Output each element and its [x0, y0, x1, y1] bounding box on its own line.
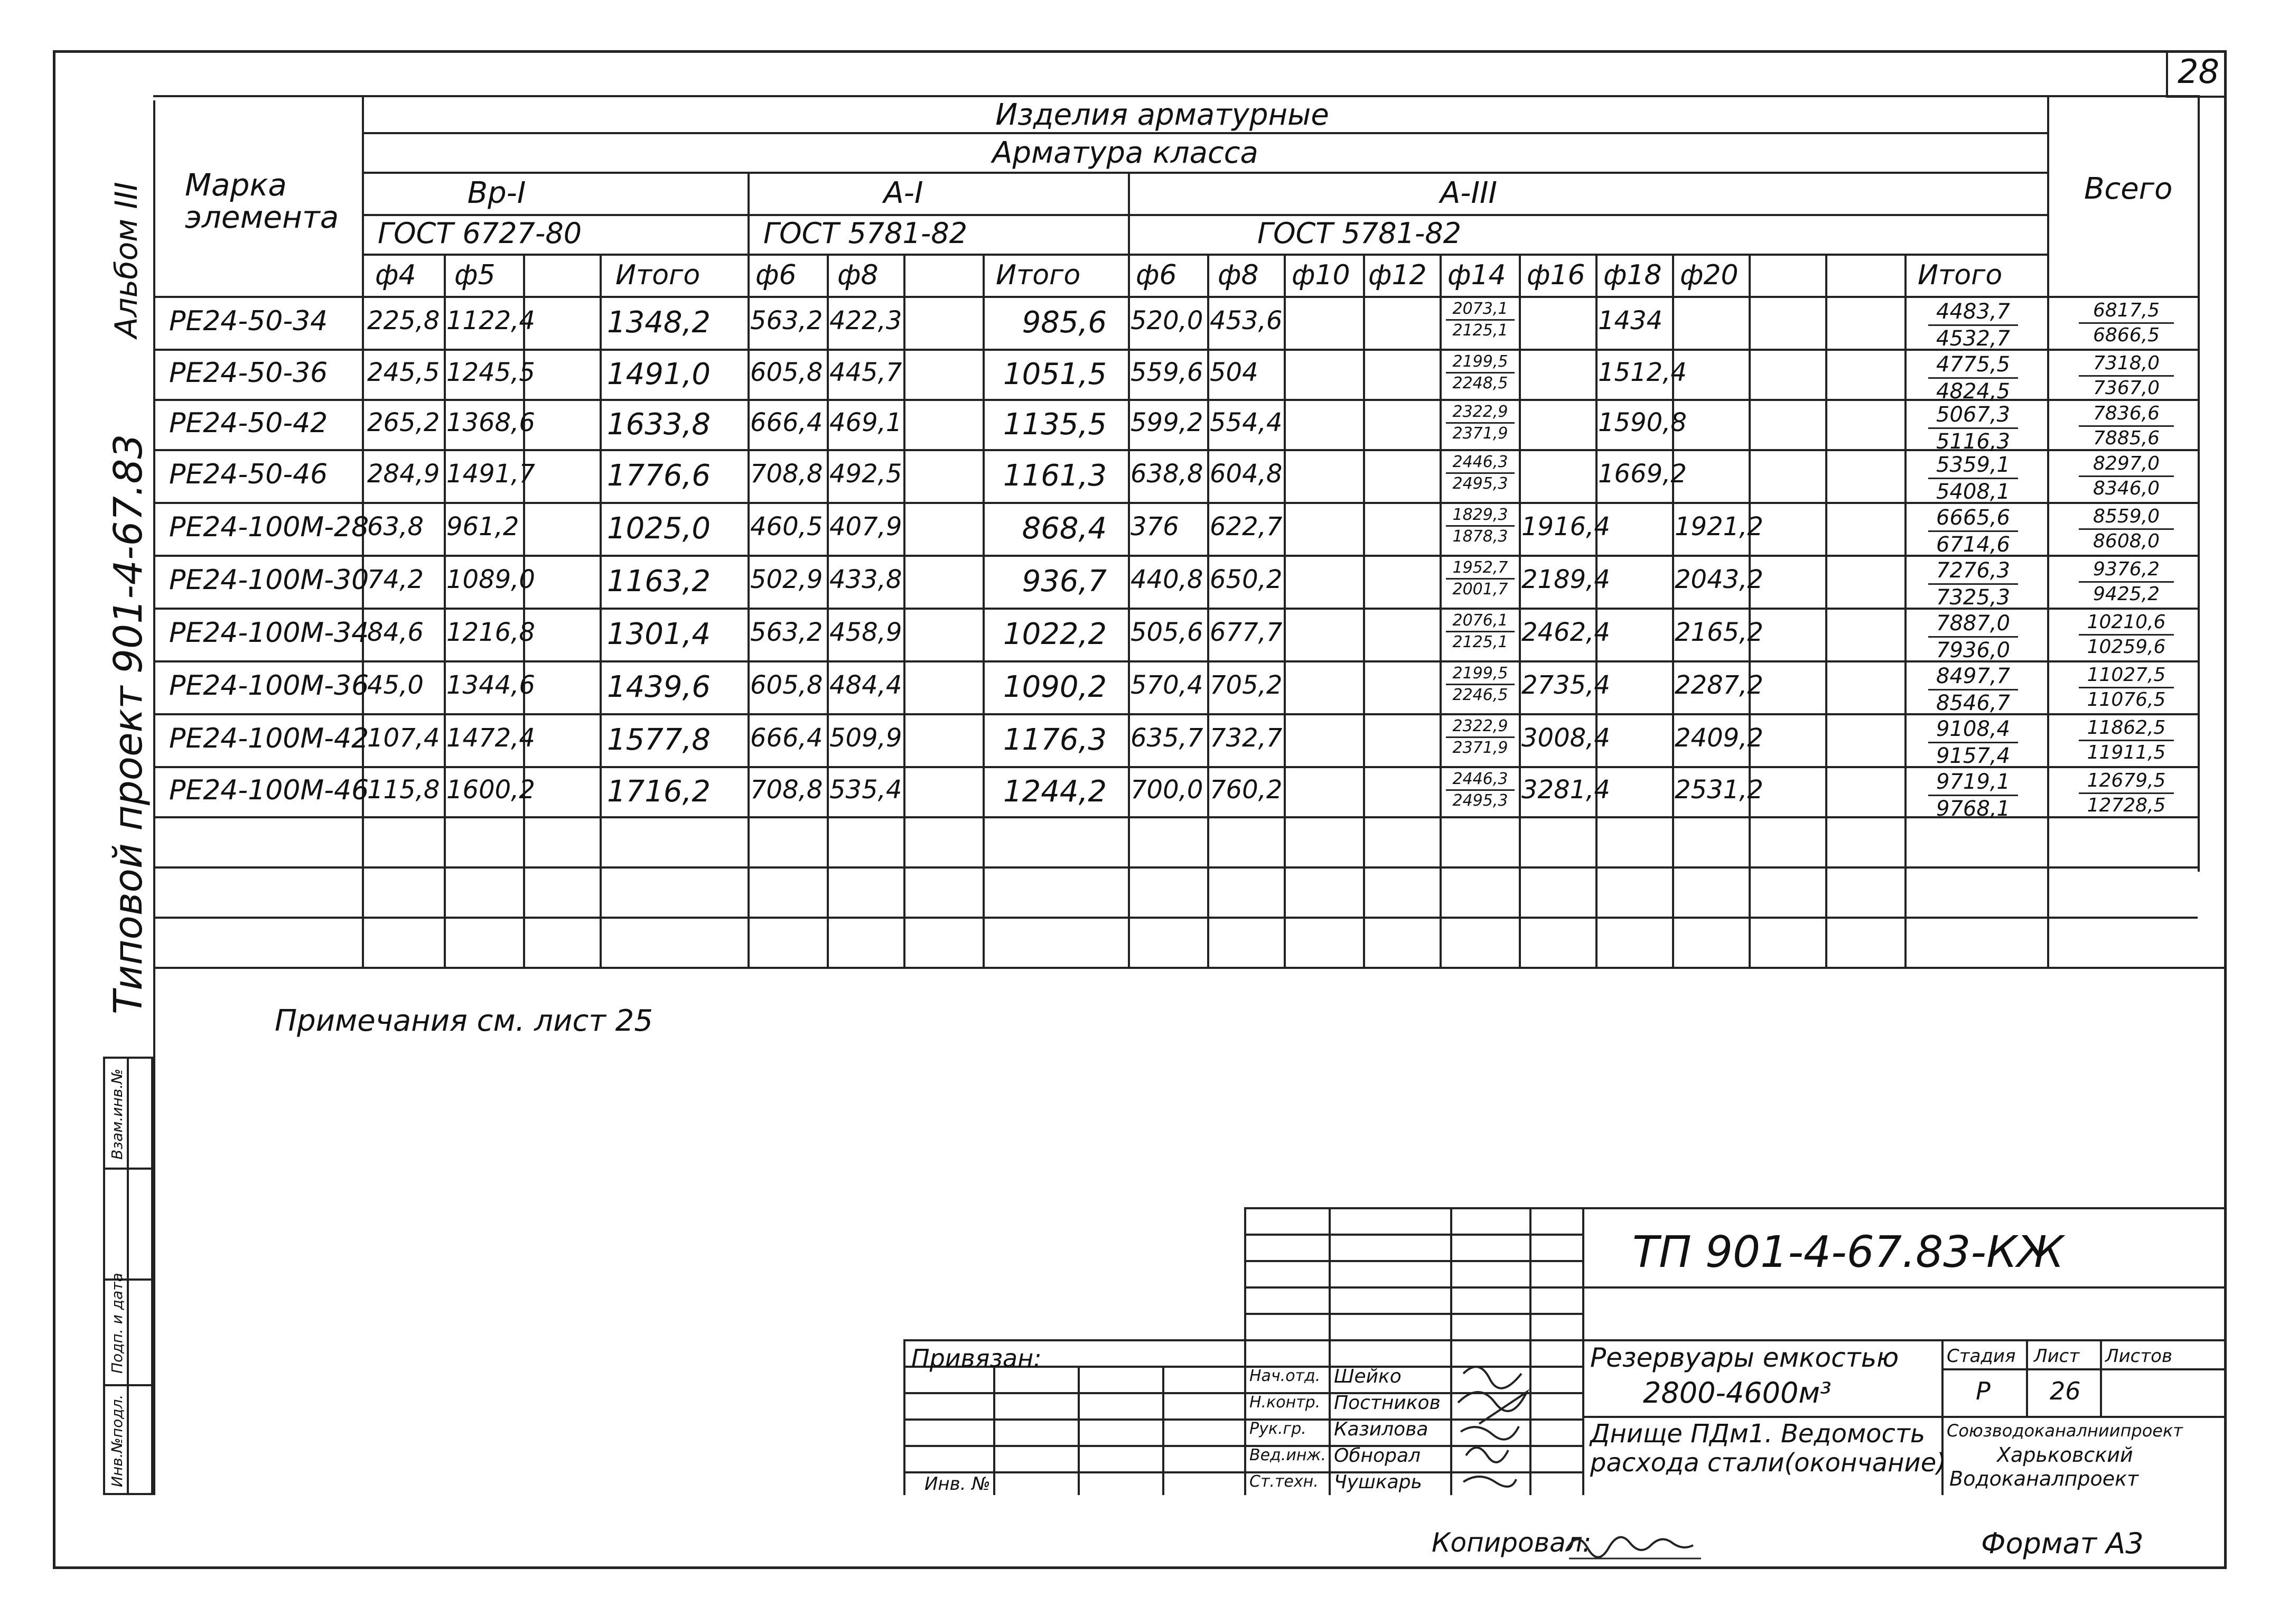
- cell-a1-8: 484,4: [829, 670, 902, 700]
- project-label: Типовой проект 901-4-67.83: [106, 434, 151, 1014]
- col-a1-6: ф6: [755, 259, 797, 291]
- side-stamp-cell-3: Взам.инв.№: [108, 1068, 126, 1160]
- cell-a1-8: 458,9: [829, 618, 902, 647]
- row-mark: РЕ24-50-46: [169, 459, 328, 490]
- cell-a1-total: 868,4: [1022, 511, 1107, 546]
- cell-vr-total: 1025,0: [607, 511, 711, 546]
- cell-a1-total: 1022,2: [1003, 617, 1107, 651]
- cell-vr5: 1245,5: [446, 357, 535, 387]
- cell-a3-20: 2165,2: [1675, 618, 1763, 647]
- cell-a3-20: 2409,2: [1675, 723, 1763, 753]
- drawing-code: ТП 901-4-67.83-КЖ: [1632, 1227, 2064, 1277]
- object-line-1: Резервуары емкостью: [1590, 1342, 1899, 1373]
- cell-a3-total: 4775,5 4824,5: [1928, 354, 2018, 402]
- gost-a1: ГОСТ 5781-82: [763, 217, 968, 250]
- row-mark: РЕ24-100М-28: [169, 511, 369, 543]
- inv-label: Инв. №: [924, 1473, 991, 1495]
- stage-value: Р: [1976, 1377, 1991, 1405]
- row-mark: РЕ24-100М-42: [169, 723, 369, 754]
- row-mark: РЕ24-100М-36: [169, 670, 369, 702]
- cell-a3-14: 1952,7 2001,7: [1446, 560, 1515, 598]
- cell-a1-total: 936,7: [1022, 564, 1107, 599]
- row-mark: РЕ24-100М-30: [169, 564, 369, 596]
- cell-a1-6: 605,8: [750, 357, 823, 387]
- privyazan-label: Привязан:: [911, 1344, 1042, 1373]
- cell-total: 8559,0 8608,0: [2079, 507, 2174, 551]
- note: Примечания см. лист 25: [275, 1004, 653, 1038]
- cell-vr4: 84,6: [367, 618, 424, 647]
- cell-vr4: 265,2: [367, 407, 440, 437]
- cell-a3-6: 559,6: [1131, 357, 1203, 387]
- cell-a1-6: 666,4: [750, 407, 823, 437]
- cell-a3-8: 554,4: [1210, 407, 1283, 437]
- format-label: Формат А3: [1981, 1527, 2144, 1560]
- cell-vr5: 1089,0: [446, 565, 535, 594]
- col-vr-total: Итого: [615, 259, 700, 291]
- cell-vr5: 1122,4: [446, 306, 535, 335]
- cell-total: 7836,6 7885,6: [2079, 404, 2174, 448]
- cell-total: 10210,6 10259,6: [2079, 613, 2174, 657]
- col-a3-8: ф8: [1218, 259, 1259, 291]
- cell-a3-20: 2043,2: [1675, 565, 1763, 594]
- cell-a3-14: 1829,3 1878,3: [1446, 507, 1515, 545]
- cell-a1-total: 1244,2: [1003, 774, 1107, 809]
- cell-vr4: 225,8: [367, 306, 440, 335]
- cell-a3-8: 677,7: [1210, 618, 1283, 647]
- cell-a3-14: 2322,9 2371,9: [1446, 404, 1515, 442]
- sheet-title-line-2: расхода стали(окончание): [1590, 1448, 1946, 1478]
- cell-a3-8: 650,2: [1210, 565, 1283, 594]
- cell-a3-18: 1434: [1598, 306, 1663, 335]
- cell-a1-6: 502,9: [750, 565, 823, 594]
- cell-a3-14: 2073,1 2125,1: [1446, 301, 1515, 339]
- cell-total: 12679,5 12728,5: [2079, 771, 2174, 815]
- group-header: Изделия арматурные: [995, 98, 1329, 132]
- col-a3-18: ф18: [1603, 259, 1662, 291]
- cell-a3-6: 520,0: [1131, 306, 1203, 335]
- org-line-2: Харьковский: [1997, 1443, 2133, 1467]
- col-a1-8: ф8: [837, 259, 879, 291]
- cell-a1-8: 422,3: [829, 306, 902, 335]
- cell-a3-total: 9719,1 9768,1: [1928, 771, 2018, 819]
- cell-vr4: 45,0: [367, 670, 424, 700]
- cell-a3-6: 635,7: [1131, 723, 1203, 753]
- cell-vr4: 115,8: [367, 774, 440, 805]
- cell-vr5: 961,2: [446, 512, 519, 542]
- cell-a3-8: 622,7: [1210, 512, 1283, 542]
- col-a3-16: ф16: [1527, 259, 1585, 291]
- cell-a3-6: 700,0: [1131, 774, 1203, 805]
- cell-a1-6: 605,8: [750, 670, 823, 700]
- cell-a1-6: 708,8: [750, 774, 823, 805]
- cell-a1-total: 1135,5: [1003, 407, 1107, 442]
- cell-a1-8: 535,4: [829, 774, 902, 805]
- cell-a1-6: 563,2: [750, 306, 823, 335]
- sheet-label: Лист: [2034, 1346, 2080, 1367]
- cell-a3-total: 7887,0 7936,0: [1928, 613, 2018, 661]
- cell-a3-16: 2462,4: [1521, 618, 1610, 647]
- mark-column-header: Марка элемента: [185, 167, 339, 235]
- sheets-label: Листов: [2105, 1346, 2173, 1367]
- cell-vr-total: 1439,6: [607, 670, 711, 704]
- cell-a1-8: 433,8: [829, 565, 902, 594]
- sheet-value: 26: [2050, 1377, 2081, 1405]
- cell-a3-6: 505,6: [1131, 618, 1203, 647]
- cell-a3-14: 2446,3 2495,3: [1446, 454, 1515, 492]
- cell-a1-8: 469,1: [829, 407, 902, 437]
- col-a3-20: ф20: [1680, 259, 1739, 291]
- cell-a3-8: 760,2: [1210, 774, 1283, 805]
- cell-vr5: 1344,6: [446, 670, 535, 700]
- side-stamp-cell-1: Инв.№подл.: [108, 1394, 126, 1487]
- cell-vr-total: 1491,0: [607, 357, 711, 391]
- cell-a3-16: 3281,4: [1521, 774, 1610, 805]
- cell-vr4: 284,9: [367, 459, 440, 489]
- cell-a1-8: 407,9: [829, 512, 902, 542]
- cell-a3-6: 599,2: [1131, 407, 1203, 437]
- cell-total: 6817,5 6866,5: [2079, 301, 2174, 345]
- cell-a1-total: 1161,3: [1003, 459, 1107, 493]
- row-mark: РЕ24-100М-34: [169, 617, 369, 649]
- row-mark: РЕ24-100М-46: [169, 774, 369, 806]
- class-a3-name: А-III: [1440, 176, 1498, 210]
- col-vr-5: ф5: [454, 259, 496, 291]
- cell-a3-total: 8497,7 8546,7: [1928, 666, 2018, 714]
- cell-a3-8: 705,2: [1210, 670, 1283, 700]
- cell-vr-total: 1716,2: [607, 774, 711, 809]
- cell-a3-6: 570,4: [1131, 670, 1203, 700]
- cell-vr4: 107,4: [367, 723, 440, 753]
- col-a3-14: ф14: [1447, 259, 1506, 291]
- class-a1-name: А-I: [883, 176, 923, 210]
- cell-vr4: 63,8: [367, 512, 424, 542]
- cell-a3-total: 5067,3 5116,3: [1928, 404, 2018, 452]
- col-vr-4: ф4: [375, 259, 416, 291]
- cell-vr4: 74,2: [367, 565, 424, 594]
- cell-a3-16: 3008,4: [1521, 723, 1610, 753]
- cell-total: 11027,5 11076,5: [2079, 666, 2174, 710]
- class-vr1-name: Вр-I: [467, 176, 526, 210]
- cell-total: 7318,0 7367,0: [2079, 354, 2174, 398]
- stage-label: Стадия: [1947, 1346, 2016, 1367]
- cell-vr5: 1472,4: [446, 723, 535, 753]
- cell-total: 8297,0 8346,0: [2079, 454, 2174, 498]
- cell-a1-total: 1090,2: [1003, 670, 1107, 704]
- cell-a3-total: 6665,6 6714,6: [1928, 507, 2018, 555]
- cell-a1-8: 509,9: [829, 723, 902, 753]
- cell-a3-total: 5359,1 5408,1: [1928, 454, 2018, 502]
- cell-a3-16: 2189,4: [1521, 565, 1610, 594]
- cell-vr5: 1600,2: [446, 774, 535, 805]
- cell-vr-total: 1633,8: [607, 407, 711, 442]
- copied-label: Копировал:: [1432, 1527, 1592, 1558]
- col-a3-10: ф10: [1292, 259, 1350, 291]
- cell-vr-total: 1348,2: [607, 305, 711, 340]
- side-stamp-inner: [127, 1057, 129, 1495]
- cell-total: 9376,2 9425,2: [2079, 560, 2174, 604]
- row-mark: РЕ24-50-42: [169, 407, 328, 439]
- cell-a3-20: 1921,2: [1675, 512, 1763, 542]
- org-line-1: Союзводоканалниипроект: [1947, 1421, 2183, 1441]
- cell-vr4: 245,5: [367, 357, 440, 387]
- cell-a3-18: 1669,2: [1598, 459, 1687, 489]
- cell-a1-6: 563,2: [750, 618, 823, 647]
- cell-a1-total: 1176,3: [1003, 723, 1107, 757]
- cell-a1-total: 1051,5: [1003, 357, 1107, 391]
- cell-a3-14: 2199,5 2248,5: [1446, 354, 1515, 391]
- cell-vr5: 1368,6: [446, 407, 535, 437]
- cell-a3-20: 2287,2: [1675, 670, 1763, 700]
- cell-a3-16: 2735,4: [1521, 670, 1610, 700]
- cell-a3-14: 2446,3 2495,3: [1446, 771, 1515, 809]
- side-margin-line: [153, 100, 155, 1495]
- cell-vr5: 1216,8: [446, 618, 535, 647]
- cell-vr-total: 1776,6: [607, 459, 711, 493]
- cell-vr-total: 1163,2: [607, 564, 711, 599]
- row-mark: РЕ24-50-36: [169, 357, 328, 389]
- side-stamp-cell-2: Подп. и дата: [108, 1273, 126, 1374]
- col-a3-total: Итого: [1918, 259, 2003, 291]
- cell-a1-6: 666,4: [750, 723, 823, 753]
- cell-a3-8: 604,8: [1210, 459, 1283, 489]
- cell-vr-total: 1301,4: [607, 617, 711, 651]
- col-a1-total: Итого: [996, 259, 1081, 291]
- cell-a3-14: 2322,9 2371,9: [1446, 718, 1515, 756]
- row-mark: РЕ24-50-34: [169, 305, 328, 337]
- col-a3-6: ф6: [1136, 259, 1177, 291]
- cell-a3-14: 2076,1 2125,1: [1446, 613, 1515, 650]
- cell-a3-20: 2531,2: [1675, 774, 1763, 805]
- cell-a1-6: 460,5: [750, 512, 823, 542]
- col-a3-12: ф12: [1368, 259, 1427, 291]
- cell-a3-total: 9108,4 9157,4: [1928, 718, 2018, 767]
- gost-vr1: ГОСТ 6727-80: [378, 217, 582, 250]
- cell-total: 11862,5 11911,5: [2079, 718, 2174, 762]
- gost-a3: ГОСТ 5781-82: [1257, 217, 1462, 250]
- cell-a3-18: 1590,8: [1598, 407, 1687, 437]
- org-line-3: Водоканалпроект: [1949, 1467, 2139, 1490]
- sheet-number: 28: [2178, 52, 2219, 91]
- cell-a1-8: 445,7: [829, 357, 902, 387]
- cell-a1-total: 985,6: [1022, 305, 1107, 340]
- class-row-header: Арматура класса: [992, 136, 1258, 170]
- copier-signature: [1564, 1527, 1712, 1564]
- cell-a3-16: 1916,4: [1521, 512, 1610, 542]
- cell-a3-6: 638,8: [1131, 459, 1203, 489]
- sheet-title-line-1: Днище ПДм1. Ведомость: [1590, 1419, 1926, 1449]
- cell-a3-8: 732,7: [1210, 723, 1283, 753]
- album-label: Альбом III: [108, 182, 144, 338]
- cell-a3-18: 1512,4: [1598, 357, 1687, 387]
- object-line-2: 2800-4600м³: [1643, 1376, 1832, 1410]
- cell-a3-6: 376: [1131, 512, 1179, 542]
- cell-a3-8: 453,6: [1210, 306, 1283, 335]
- cell-a3-total: 4483,7 4532,7: [1928, 301, 2018, 349]
- cell-a3-6: 440,8: [1131, 565, 1203, 594]
- cell-a1-6: 708,8: [750, 459, 823, 489]
- cell-a1-8: 492,5: [829, 459, 902, 489]
- cell-vr5: 1491,7: [446, 459, 535, 489]
- cell-a3-total: 7276,3 7325,3: [1928, 560, 2018, 608]
- signatures-scribble: [1453, 1352, 1532, 1495]
- total-column-header: Всего: [2084, 172, 2173, 206]
- cell-a3-14: 2199,5 2246,5: [1446, 666, 1515, 703]
- cell-a3-8: 504: [1210, 357, 1258, 387]
- cell-vr-total: 1577,8: [607, 723, 711, 757]
